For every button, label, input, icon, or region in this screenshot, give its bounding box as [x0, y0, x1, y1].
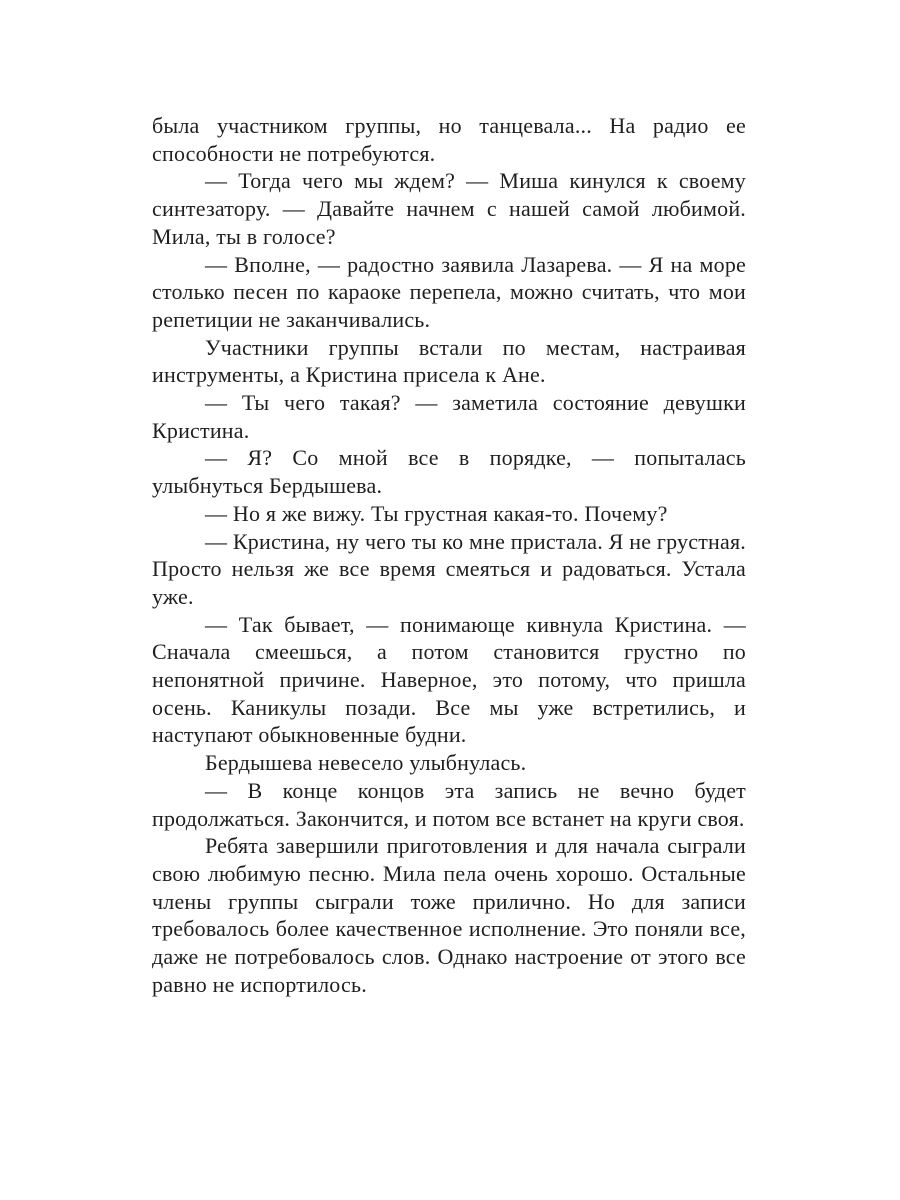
paragraph: — Кристина, ну чего ты ко мне пристала. Я не грустная. Просто нельзя же все время смеяться и радоваться. Устала уже.: [152, 528, 746, 609]
paragraph: — Вполне, — радостно заявила Лазарева. — Я на море столько песен по караоке перепела, можно считать, что мои репетиции не заканчивались.: [152, 251, 746, 332]
paragraph: Бердышева невесело улыбнулась.: [205, 750, 527, 776]
page-text-block: [152, 112, 746, 999]
paragraph: Ребята завершили приготовления и для начала сыграли свою любимую песню. Мила пела очень хорошо. Остальные члены группы сыграли тоже прилично. Но для записи требовалось более качественное исполнение. Это поняли все, даже не потребовалось слов. Однако настроение от этого все равно не испортилось.: [152, 833, 746, 997]
paragraph: — Я? Со мной все в порядке, — попыталась улыбнуться Бердышева.: [152, 445, 746, 499]
paragraph: была участником группы, но танцевала... На радио ее способности не потребуются.: [152, 113, 746, 166]
paragraph: Участники группы встали по местам, настраивая инструменты, а Кристина присела к Ане.: [152, 334, 746, 388]
paragraph: — Но я же вижу. Ты грустная какая-то. Почему?: [205, 500, 668, 526]
paragraph: — Так бывает, — понимающе кивнула Кристина. — Сначала смеешься, а потом становится грустно по непонятной причине. Наверное, это потому, что пришла осень. Каникулы позади. Все мы уже встретились, и наступают обыкновенные будни.: [152, 611, 746, 748]
paragraph: — Ты чего такая? — заметила состояние девушки Кристина.: [152, 390, 746, 443]
paragraph: — Тогда чего мы ждем? — Миша кинулся к своему синтезатору. — Давайте начнем с нашей самой любимой. Мила, ты в голосе?: [152, 168, 746, 249]
paragraph: — В конце концов эта запись не вечно будет продолжаться. Закончится, и потом все встанет на круги своя.: [152, 777, 746, 831]
